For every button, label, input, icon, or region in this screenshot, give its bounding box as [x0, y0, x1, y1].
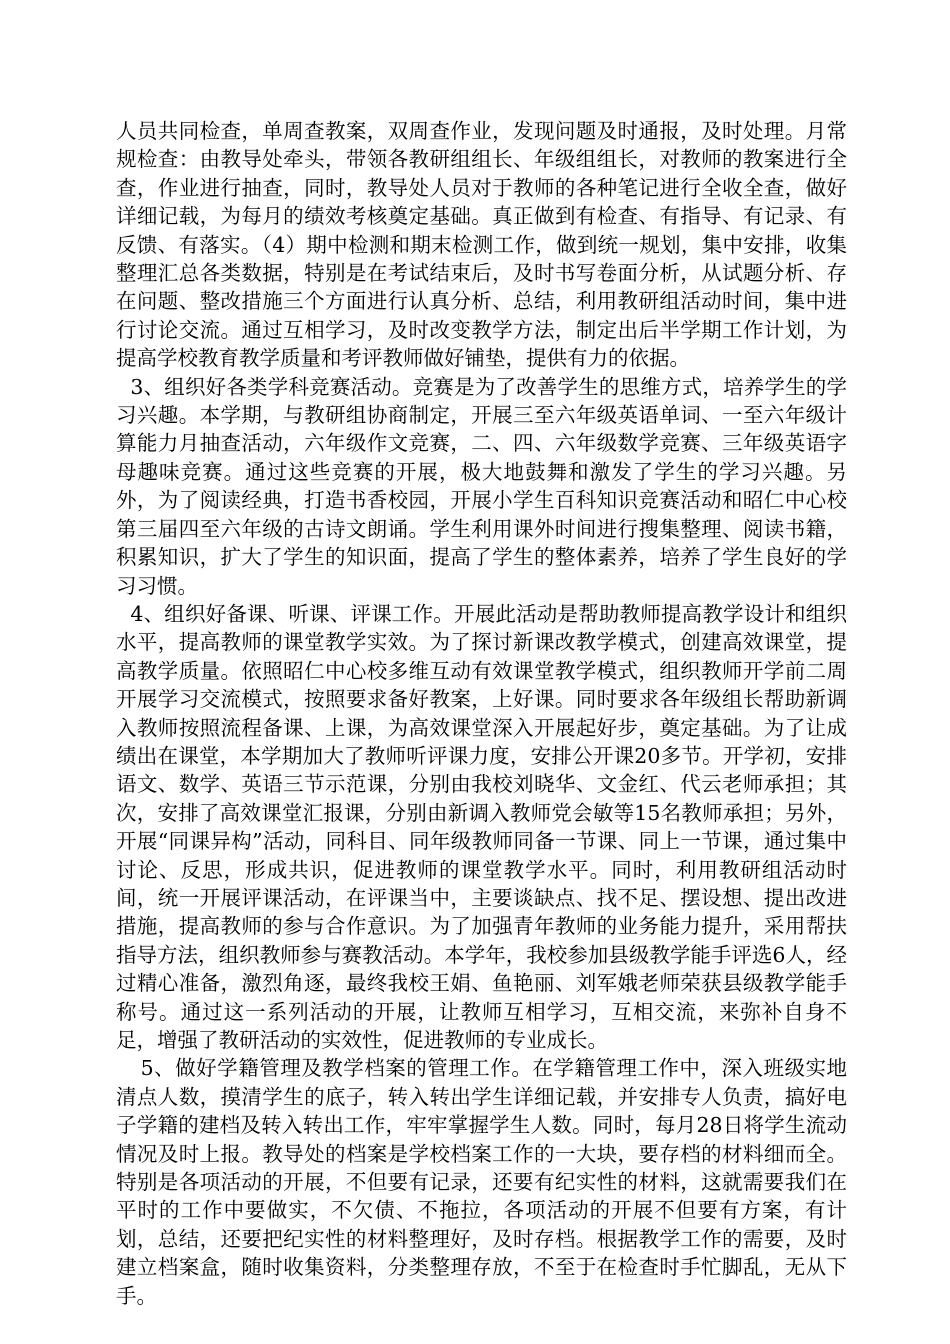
- paragraph-subject-competitions: 3、组织好各类学科竞赛活动。竞赛是为了改善学生的思维方式，培养学生的学习兴趣。本学期，与教研组协商制定，开展三至六年级英语单词、一至六年级计算能力月抽查活动，六年级作文竞赛，二、四、六年级数学竞赛、三年级英语字母趣味竞赛。通过这些竞赛的开展，极大地鼓舞和激发了学生的学习兴趣。另外，为了阅读经典，打造书香校园，开展小学生百科知识竞赛活动和昭仁中心校第三届四至六年级的古诗文朗诵。学生利用课外时间进行搜集整理、阅读书籍，积累知识，扩大了学生的知识面，提高了学生的整体素养，培养了学生良好的学习习惯。: [116, 374, 847, 598]
- paragraph-lesson-preparation: 4、组织好备课、听课、评课工作。开展此活动是帮助教师提高教学设计和组织水平，提高教师的课堂教学实效。为了探讨新课改教学模式，创建高效课堂，提高教学质量。依照昭仁中心校多维互动有效课堂教学模式，组织教师开学前二周开展学习交流模式，按照要求备好教案，上好课。同时要求各年级组长帮助新调入教师按照流程备课、上课，为高效课堂深入开展起好步，奠定基础。为了让成绩出在课堂，本学期加大了教师听评课力度，安排公开课20多节。开学初，安排语文、数学、英语三节示范课，分别由我校刘晓华、文金红、代云老师承担；其次，安排了高效课堂汇报课，分别由新调入教师党会敏等15名教师承担；另外，开展“同课异构”活动，同科目、同年级教师同备一节课、同上一节课，通过集中讨论、反思，形成共识，促进教师的课堂教学水平。同时，利用教研组活动时间，统一开展评课活动，在评课当中，主要谈缺点、找不足、摆设想、提出改进措施，提高教师的参与合作意识。为了加强青年教师的业务能力提升，采用帮扶指导方法，组织教师参与赛教活动。本学年，我校参加县级教学能手评选6人，经过精心准备，激烈角逐，最终我校王娟、鱼艳丽、刘军娥老师荣获县级教学能手称号。通过这一系列活动的开展，让教师互相学习，互相交流，来弥补自身不足，增强了教研活动的实效性，促进教师的专业成长。: [116, 601, 847, 1052]
- paragraph-routine-inspection: 人员共同检查，单周查教案，双周查作业，发现问题及时通报，及时处理。月常规检查：由教导处牵头，带领各教研组组长、年级组组长，对教师的教案进行全查，作业进行抽查，同时，教导处人员对于教师的各种笔记进行全收全查，做好详细记载，为每月的绩效考核奠定基础。真正做到有检查、有指导、有记录、有反馈、有落实。（4）期中检测和期末检测工作，做到统一规划，集中安排，收集整理汇总各类数据，特别是在考试结束后，及时书写卷面分析，从试题分析、存在问题、整改措施三个方面进行认真分析、总结，利用教研组活动时间，集中进行讨论交流。通过互相学习，及时改变教学方法，制定出后半学期工作计划，为提高学校教育教学质量和考评教师做好铺垫，提供有力的依据。: [116, 119, 847, 371]
- document-page: [116, 117, 847, 1310]
- paragraph-archive-management: 5、做好学籍管理及教学档案的管理工作。在学籍管理工作中，深入班级实地清点人数，摸清学生的底子，转入转出学生详细记载，并安排专人负责，搞好电子学籍的建档及转入转出工作，牢牢掌握学生人数。同时，每月28日将学生流动情况及时上报。教导处的档案是学校档案工作的一大块，要存档的材料细而全。特别是各项活动的开展，不但要有记录，还要有纪实性的材料，这就需要我们在平时的工作中要做实，不欠债、不拖拉，各项活动的开展不但要有方案，有计划，总结，还要把纪实性的材料整理好，及时存档。根据教学工作的需要，及时建立档案盒，随时收集资料，分类整理存放，不至于在检查时手忙脚乱，无从下手。: [116, 1056, 847, 1308]
